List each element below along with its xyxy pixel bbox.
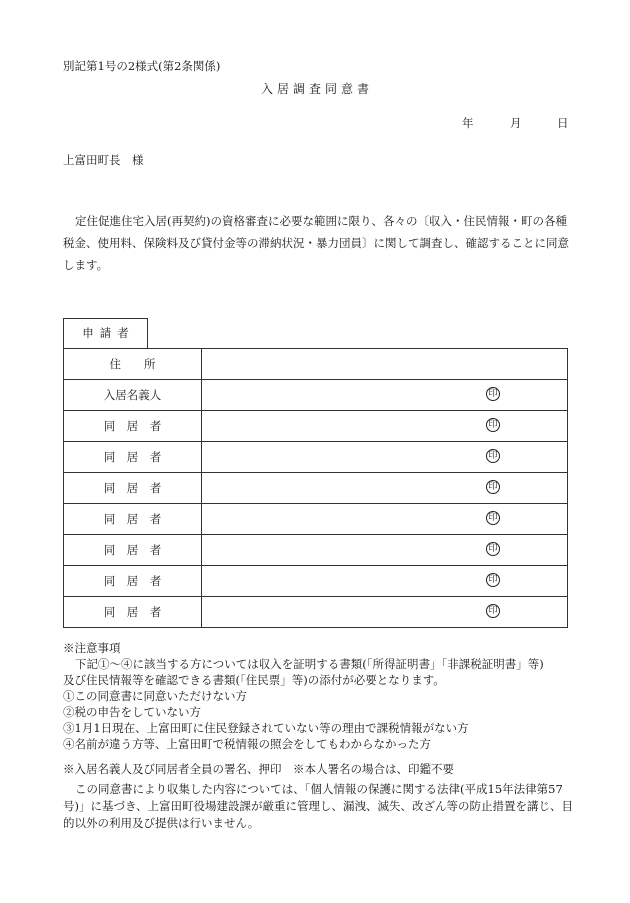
row-label-cohabitant: 同 居 者 bbox=[64, 442, 202, 473]
seal-mark-icon: 印 bbox=[486, 511, 500, 525]
notes-item: ④名前が違う方等、上富田町で税情報の照会をしてもわからなかった方 bbox=[63, 737, 431, 751]
row-label-cohabitant: 同 居 者 bbox=[64, 597, 202, 628]
notes-item: ②税の申告をしていない方 bbox=[63, 705, 201, 719]
consent-statement: 定住促進住宅入居(再契約)の資格審査に必要な範囲に限り、各々の〔収入・住民情報・町の各種税金、使用料、保険料及び貸付金等の滞納状況・暴力団員〕に関して調査し、確認することに同意します。 bbox=[63, 214, 569, 272]
cohabitant-field[interactable] bbox=[202, 411, 568, 442]
seal-mark-icon: 印 bbox=[486, 480, 500, 494]
row-label-cohabitant: 同 居 者 bbox=[64, 535, 202, 566]
cohabitant-field[interactable] bbox=[202, 442, 568, 473]
notes-intro-line: 及び住民情報等を確認できる書類(「住民票」等)の添付が必要となります。 bbox=[63, 673, 445, 687]
row-label-cohabitant: 同 居 者 bbox=[64, 504, 202, 535]
signature-note: ※入居名義人及び同居者全員の署名、押印 ※本人署名の場合は、印鑑不要 bbox=[63, 762, 454, 776]
seal-mark-icon: 印 bbox=[486, 387, 500, 401]
seal-mark-icon: 印 bbox=[486, 418, 500, 432]
notes-intro-line: 下記①～④に該当する方については収入を証明する書類(「所得証明書」「非課税証明書」等) bbox=[75, 657, 544, 671]
applicant-section-label: 申請者 bbox=[63, 318, 148, 348]
table-row bbox=[64, 566, 568, 597]
notes-item: ③1月1日現在、上富田町に住民登録されていない等の理由で課税情報がない方 bbox=[63, 721, 469, 735]
notes-item: ①この同意書に同意いただけない方 bbox=[63, 689, 247, 703]
cohabitant-field[interactable] bbox=[202, 535, 568, 566]
row-label-cohabitant: 同 居 者 bbox=[64, 411, 202, 442]
addressee: 上富田町長 様 bbox=[63, 153, 144, 167]
row-label-cohabitant: 同 居 者 bbox=[64, 566, 202, 597]
row-label-address: 住 所 bbox=[64, 349, 202, 380]
cohabitant-field[interactable] bbox=[202, 504, 568, 535]
date-year-label: 年 bbox=[462, 116, 474, 130]
table-row bbox=[64, 535, 568, 566]
date-month-label: 月 bbox=[510, 116, 522, 130]
privacy-statement: この同意書により収集した内容については、「個人情報の保護に関する法律(平成15年法律第57号)」に基づき、上富田町役場建設課が厳重に管理し、漏洩、滅失、改ざん等の防止措置を講じ、目的以外の利用及び提供は行いません。 bbox=[63, 782, 574, 830]
table-row bbox=[64, 504, 568, 535]
seal-mark-icon: 印 bbox=[486, 449, 500, 463]
notes-section bbox=[63, 640, 544, 752]
document-title: 入居調査同意書 bbox=[260, 82, 373, 96]
table-row bbox=[64, 380, 568, 411]
table-row bbox=[64, 411, 568, 442]
row-label-primary-tenant: 入居名義人 bbox=[64, 380, 202, 411]
form-reference: 別記第1号の2様式(第2条関係) bbox=[63, 59, 221, 73]
table-row bbox=[64, 597, 568, 628]
table-row bbox=[64, 442, 568, 473]
seal-mark-icon: 印 bbox=[486, 542, 500, 556]
address-field[interactable] bbox=[202, 349, 568, 380]
date-day-label: 日 bbox=[557, 116, 569, 130]
cohabitant-field[interactable] bbox=[202, 473, 568, 504]
cohabitant-field[interactable] bbox=[202, 597, 568, 628]
applicant-table bbox=[63, 348, 568, 628]
seal-mark-icon: 印 bbox=[486, 573, 500, 587]
seal-mark-icon: 印 bbox=[486, 604, 500, 618]
table-row bbox=[64, 349, 568, 380]
primary-tenant-field[interactable] bbox=[202, 380, 568, 411]
cohabitant-field[interactable] bbox=[202, 566, 568, 597]
row-label-cohabitant: 同 居 者 bbox=[64, 473, 202, 504]
notes-heading: ※注意事項 bbox=[63, 641, 121, 655]
table-row bbox=[64, 473, 568, 504]
